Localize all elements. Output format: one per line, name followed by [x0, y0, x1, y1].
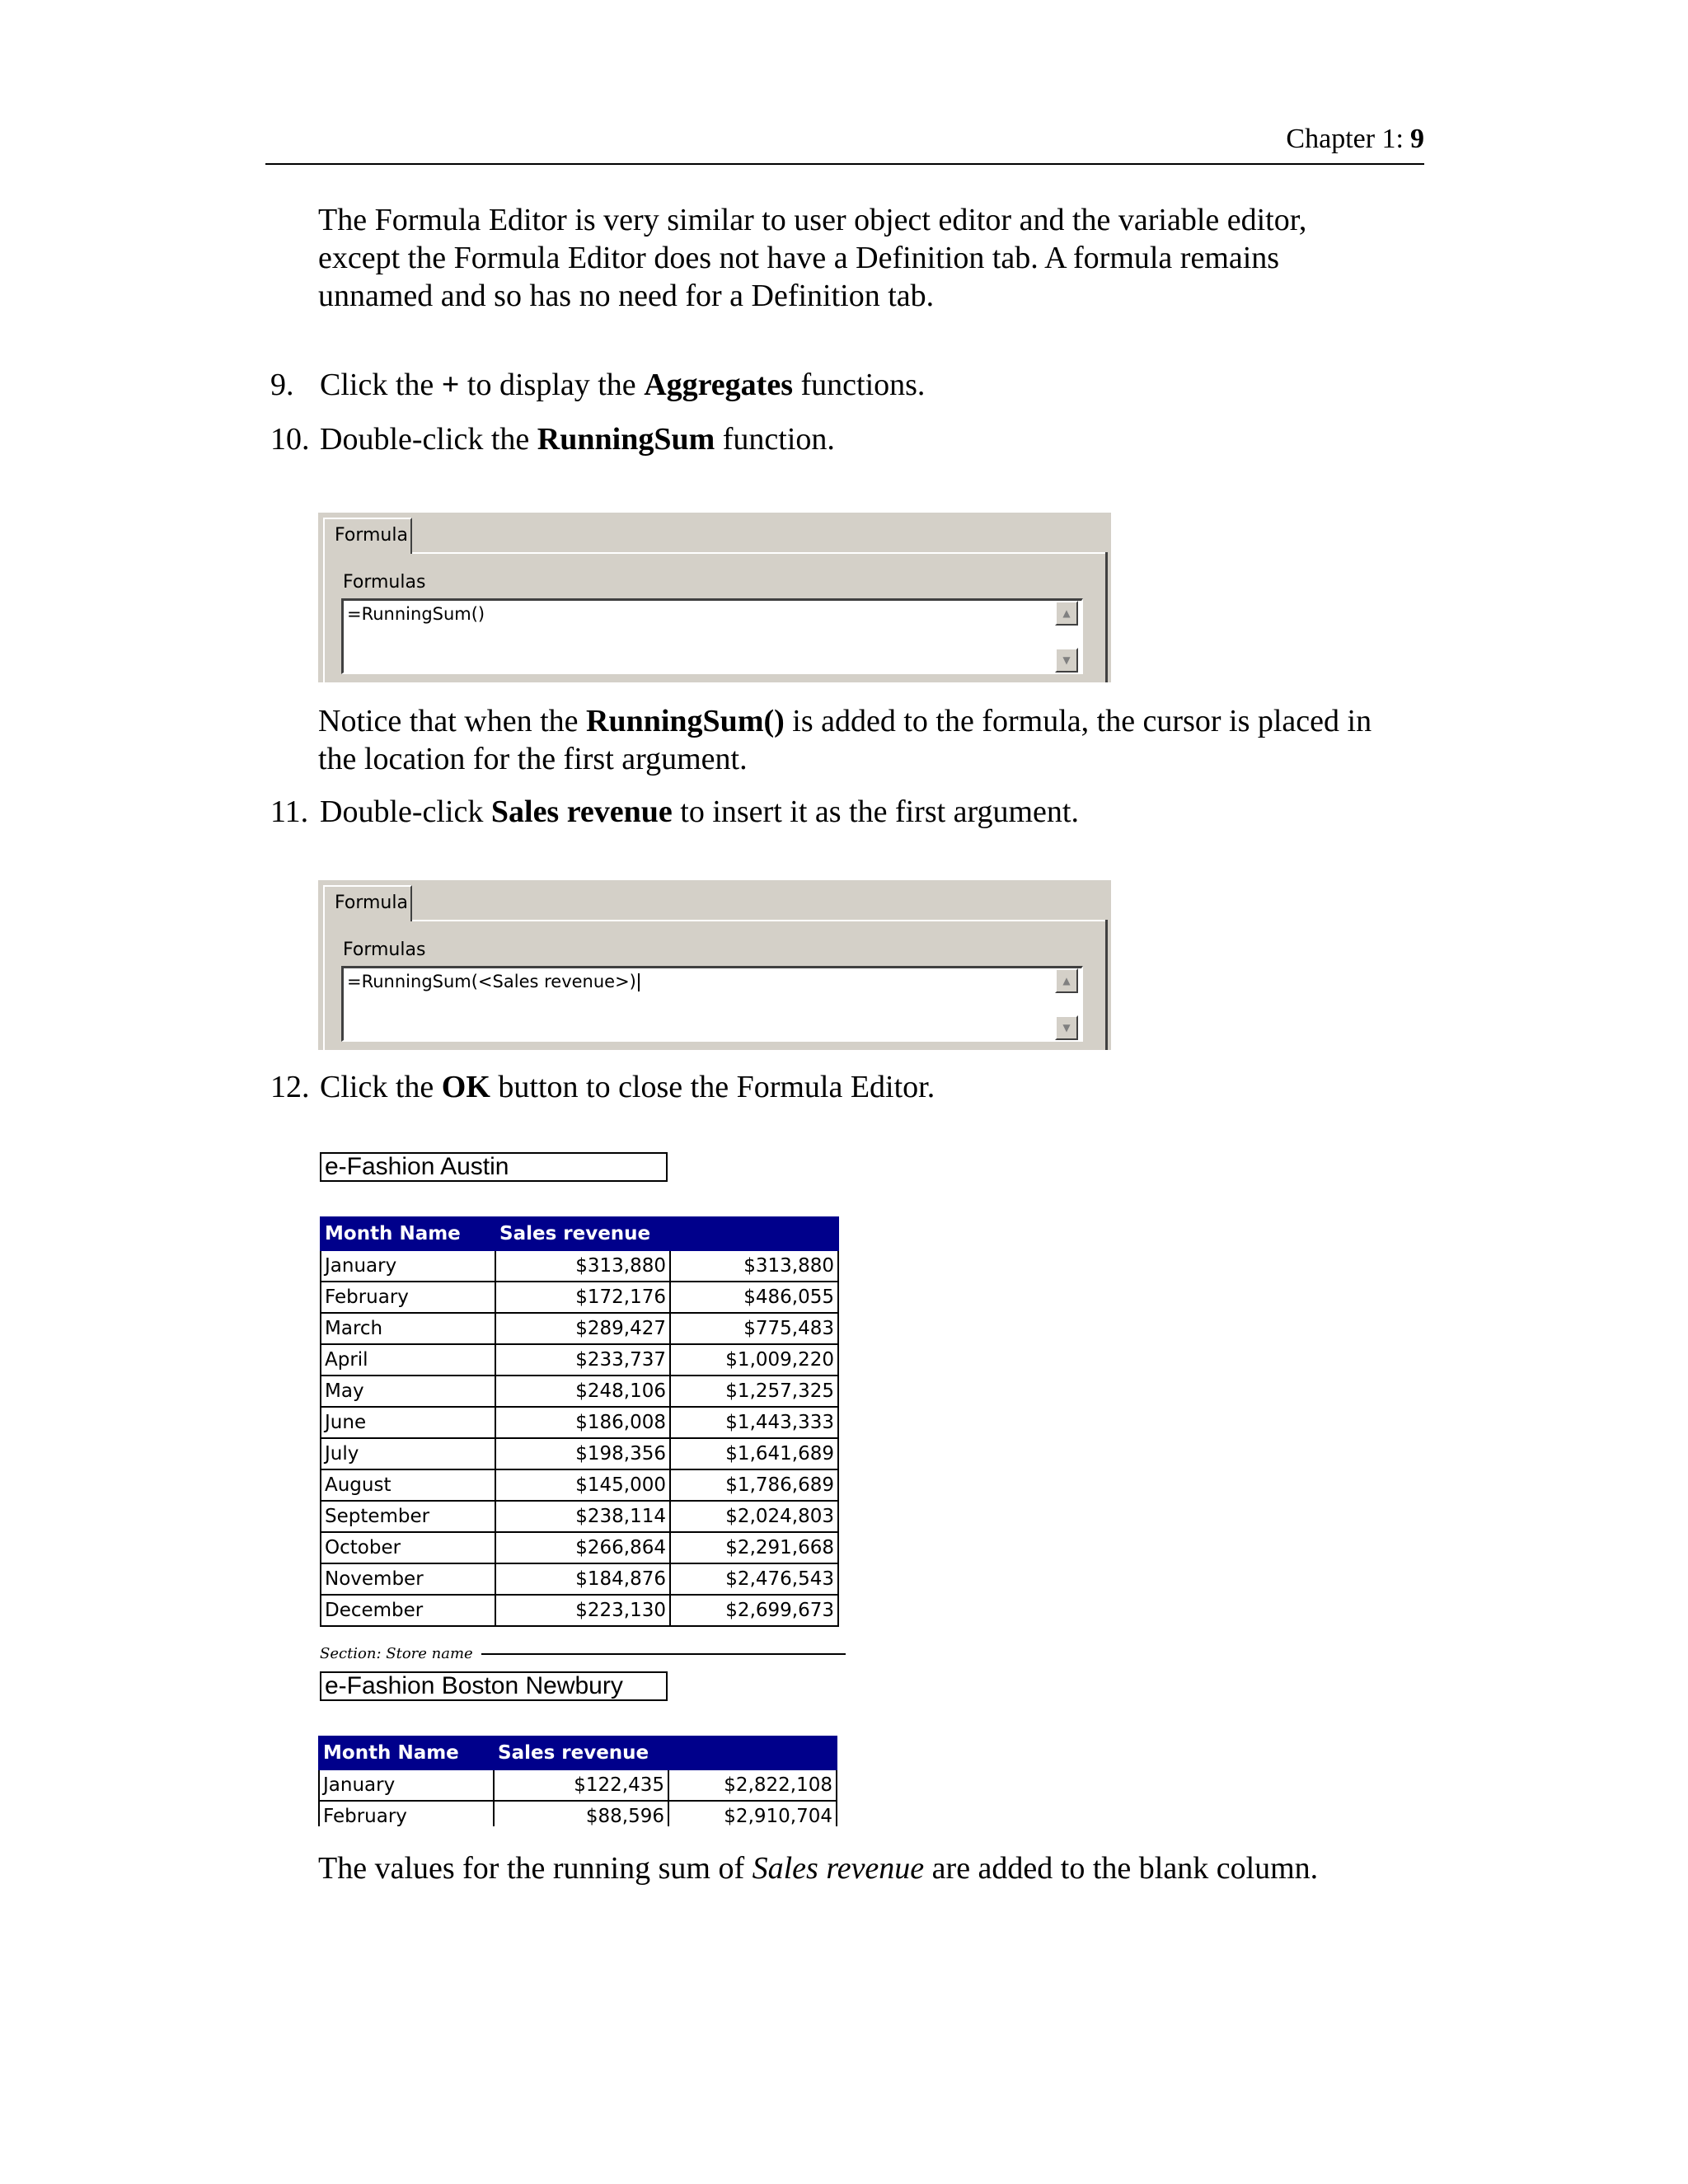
- step-11: [270, 793, 1079, 831]
- section-label-text: Section: Store name: [320, 1645, 473, 1662]
- cell-sales: $122,435: [494, 1769, 668, 1801]
- closing-italic: Sales revenue: [752, 1851, 925, 1886]
- notice-paragraph: [318, 702, 1372, 778]
- step-9: [270, 366, 925, 404]
- table-row: [321, 1469, 838, 1501]
- cell-running-sum: $1,257,325: [670, 1376, 838, 1407]
- cell-month: February: [319, 1801, 494, 1826]
- col-header-month: Month Name: [319, 1736, 494, 1769]
- cell-running-sum: $775,483: [670, 1313, 838, 1344]
- col-header-month: Month Name: [321, 1217, 495, 1250]
- formula-tab[interactable]: Formula: [323, 885, 412, 921]
- cell-running-sum: $486,055: [670, 1282, 838, 1313]
- cell-running-sum: $1,009,220: [670, 1344, 838, 1376]
- cell-running-sum: $2,910,704: [668, 1801, 837, 1826]
- formulas-label: Formulas: [343, 572, 426, 593]
- section-label: [320, 1645, 846, 1666]
- cell-running-sum: $2,024,803: [670, 1501, 838, 1532]
- step-number: 10.: [270, 422, 310, 457]
- formulas-label: Formulas: [343, 940, 426, 960]
- page-number: 9: [1410, 124, 1424, 154]
- intro-line-2: except the Formula Editor does not have a Definition tab. A formula remains: [318, 241, 1280, 275]
- step-text: functions.: [792, 368, 926, 402]
- cell-sales: $289,427: [495, 1313, 670, 1344]
- step-bold: Sales revenue: [490, 794, 673, 829]
- table-row: [319, 1801, 837, 1826]
- step-text: button to close the Formula Editor.: [490, 1070, 935, 1104]
- cell-month: April: [321, 1344, 495, 1376]
- cell-running-sum: $1,786,689: [670, 1469, 838, 1501]
- table-header-row: [319, 1736, 837, 1769]
- col-header-sales: Sales revenue: [494, 1736, 668, 1769]
- cell-running-sum: $2,291,668: [670, 1532, 838, 1563]
- cell-sales: $186,008: [495, 1407, 670, 1438]
- cell-sales: $313,880: [495, 1250, 670, 1282]
- cell-month: May: [321, 1376, 495, 1407]
- table-row: [321, 1313, 838, 1344]
- cell-sales: $233,737: [495, 1344, 670, 1376]
- table-row: [321, 1438, 838, 1469]
- cell-month: January: [321, 1250, 495, 1282]
- notice-bold: RunningSum(): [586, 704, 785, 738]
- closing-line: [318, 1849, 1318, 1887]
- step-bold: OK: [441, 1070, 490, 1104]
- table-row: [321, 1595, 838, 1626]
- formula-text: =RunningSum(<Sales revenue>): [347, 972, 636, 991]
- cell-month: June: [321, 1407, 495, 1438]
- step-bold: Aggregates: [644, 368, 793, 402]
- cell-month: January: [319, 1769, 494, 1801]
- cell-sales: $223,130: [495, 1595, 670, 1626]
- step-text: Double-click the: [320, 422, 537, 457]
- cell-sales: $145,000: [495, 1469, 670, 1501]
- scroll-down-icon[interactable]: ▼: [1055, 1015, 1078, 1040]
- cell-month: September: [321, 1501, 495, 1532]
- cell-sales: $184,876: [495, 1563, 670, 1595]
- cell-sales: $88,596: [494, 1801, 668, 1826]
- formula-text-wrap: [347, 972, 640, 991]
- intro-line-3: unnamed and so has no need for a Definition tab.: [318, 279, 935, 313]
- formula-text: =RunningSum(): [347, 604, 485, 624]
- cell-running-sum: $313,880: [670, 1250, 838, 1282]
- table-row: [321, 1407, 838, 1438]
- scroll-down-icon[interactable]: ▼: [1055, 648, 1078, 673]
- cell-month: February: [321, 1282, 495, 1313]
- closing-text: are added to the blank column.: [924, 1851, 1319, 1886]
- report-table-boston-clip: [318, 1736, 846, 1826]
- table-row: [321, 1250, 838, 1282]
- notice-text: is added to the formula, the cursor is placed in: [784, 704, 1372, 738]
- cell-running-sum: $2,476,543: [670, 1563, 838, 1595]
- step-number: 11.: [270, 794, 309, 829]
- step-number: 12.: [270, 1070, 310, 1104]
- cell-month: August: [321, 1469, 495, 1501]
- cell-running-sum: $2,699,673: [670, 1595, 838, 1626]
- table-row: [321, 1532, 838, 1563]
- cell-month: December: [321, 1595, 495, 1626]
- step-12: [270, 1068, 935, 1106]
- table-row: [321, 1563, 838, 1595]
- step-number: 9.: [270, 368, 294, 402]
- cell-month: October: [321, 1532, 495, 1563]
- table-row: [321, 1501, 838, 1532]
- cell-month: November: [321, 1563, 495, 1595]
- step-text: function.: [715, 422, 835, 457]
- cell-month: March: [321, 1313, 495, 1344]
- closing-text: The values for the running sum of: [318, 1851, 753, 1886]
- page-header: [265, 122, 1424, 165]
- cell-month: July: [321, 1438, 495, 1469]
- store-name-austin: e-Fashion Austin: [320, 1152, 668, 1182]
- scroll-up-icon[interactable]: ▲: [1055, 968, 1078, 993]
- scroll-up-icon[interactable]: ▲: [1055, 601, 1078, 626]
- step-text: to insert it as the first argument.: [672, 794, 1079, 829]
- cell-running-sum: $2,822,108: [668, 1769, 837, 1801]
- col-header-sales: Sales revenue: [495, 1217, 670, 1250]
- intro-paragraph: [318, 201, 1306, 315]
- step-bold: RunningSum: [537, 422, 715, 457]
- text-cursor: [638, 973, 640, 991]
- table-row: [319, 1769, 837, 1801]
- cell-sales: $238,114: [495, 1501, 670, 1532]
- chapter-text: Chapter 1:: [1286, 124, 1404, 154]
- step-text: to display the: [459, 368, 645, 402]
- formula-panel-1: [318, 513, 1111, 682]
- notice-line-2: the location for the first argument.: [318, 742, 748, 776]
- formula-input[interactable]: [341, 598, 1083, 674]
- step-text: Click the: [320, 368, 442, 402]
- table-row: [321, 1282, 838, 1313]
- closing-paragraph: [318, 1849, 1318, 1887]
- col-header-running-sum: [668, 1736, 837, 1769]
- cell-sales: $198,356: [495, 1438, 670, 1469]
- cell-running-sum: $1,641,689: [670, 1438, 838, 1469]
- table-row: [321, 1344, 838, 1376]
- report-table-austin: [320, 1216, 839, 1627]
- formula-input[interactable]: [341, 966, 1083, 1042]
- cell-running-sum: $1,443,333: [670, 1407, 838, 1438]
- section-divider: [481, 1653, 846, 1655]
- intro-line-1: The Formula Editor is very similar to user object editor and the variable editor,: [318, 203, 1307, 237]
- step-10: [270, 420, 835, 458]
- notice-text: Notice that when the: [318, 704, 587, 738]
- step-text: Double-click: [320, 794, 491, 829]
- table-row: [321, 1376, 838, 1407]
- table-header-row: [321, 1217, 838, 1250]
- notice-line-1: [318, 702, 1372, 740]
- col-header-running-sum: [670, 1217, 838, 1250]
- formula-panel-2: [318, 880, 1111, 1050]
- cell-sales: $172,176: [495, 1282, 670, 1313]
- report-table-boston: [318, 1736, 837, 1826]
- step-plus: +: [441, 368, 460, 402]
- cell-sales: $266,864: [495, 1532, 670, 1563]
- store-name-boston: e-Fashion Boston Newbury: [320, 1671, 668, 1701]
- cell-sales: $248,106: [495, 1376, 670, 1407]
- chapter-label: [1286, 124, 1424, 155]
- step-text: Click the: [320, 1070, 442, 1104]
- formula-tab[interactable]: Formula: [323, 518, 412, 554]
